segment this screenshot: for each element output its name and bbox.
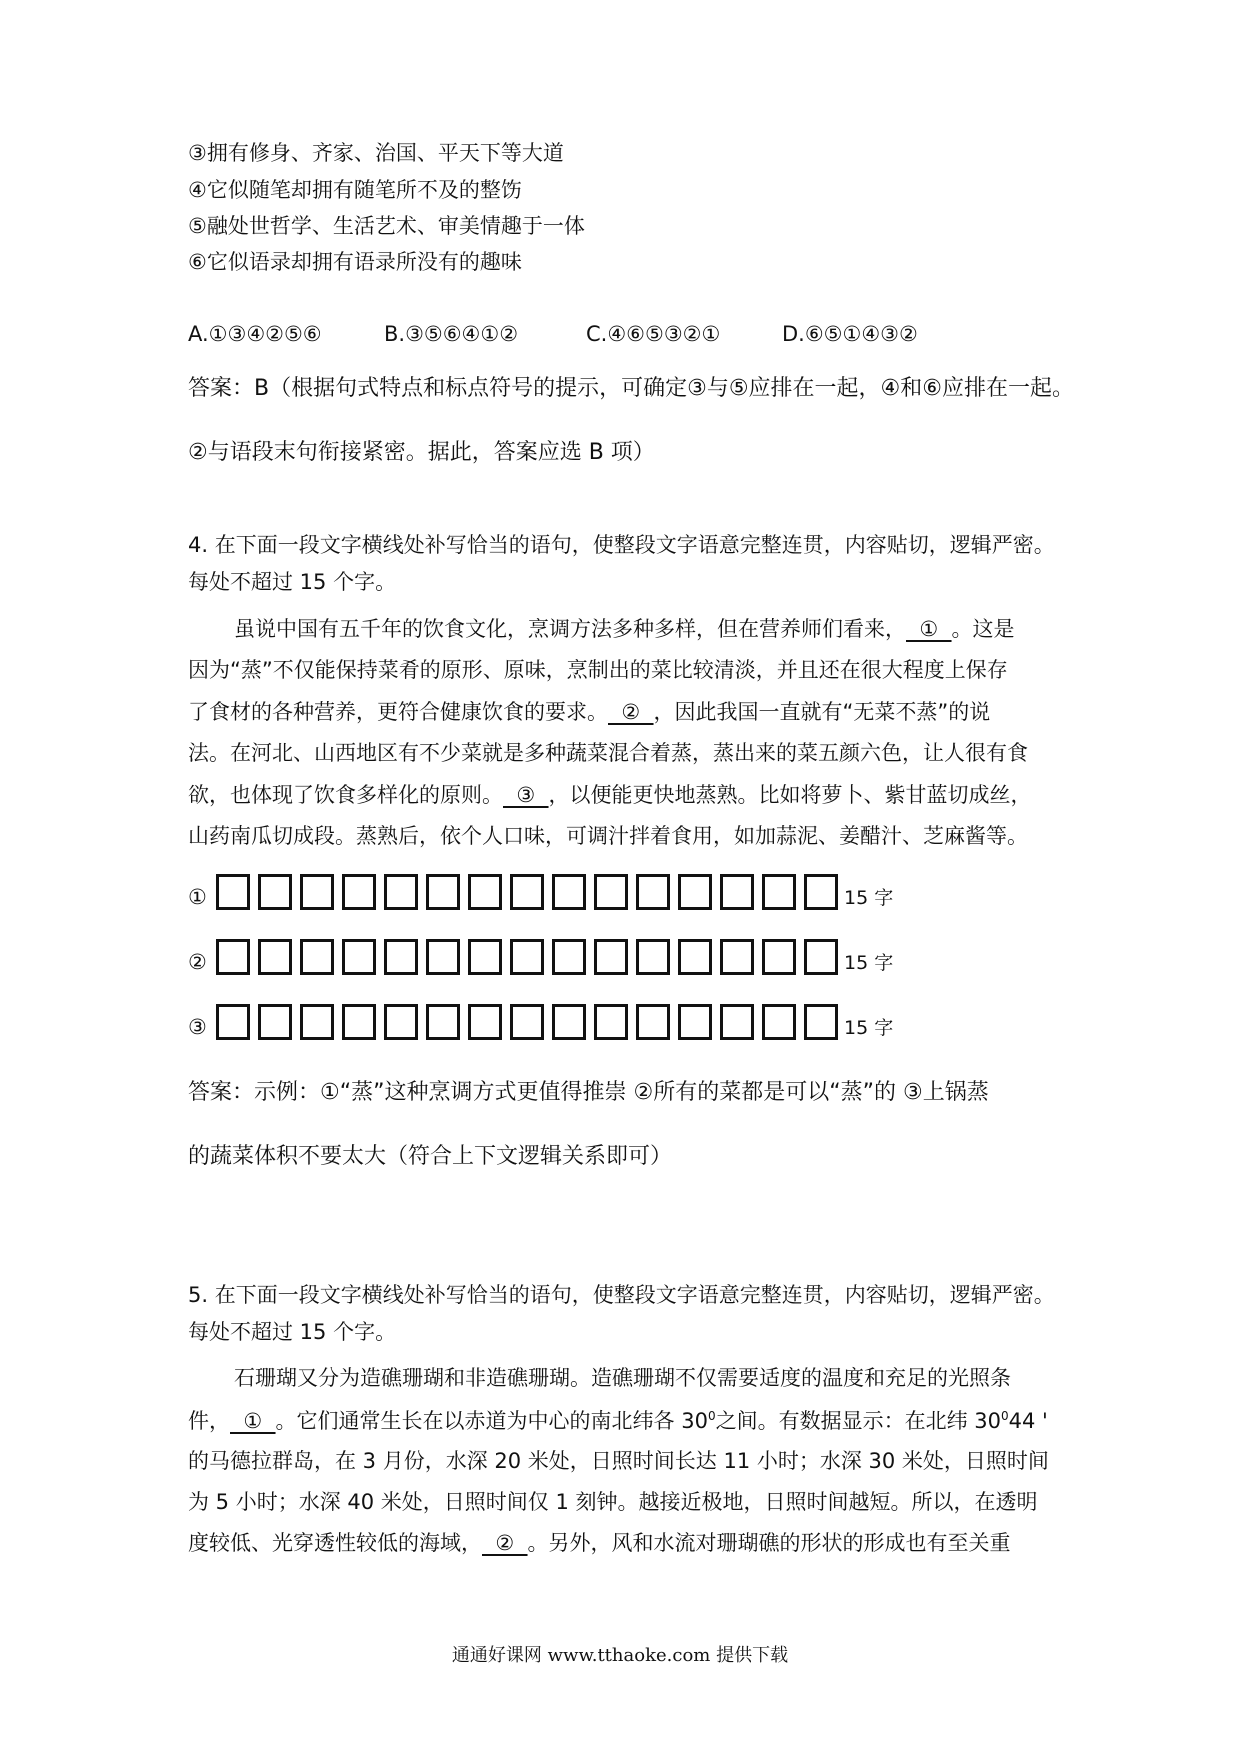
writing-box[interactable] bbox=[216, 874, 250, 910]
writing-box[interactable] bbox=[510, 939, 544, 975]
writing-box[interactable] bbox=[720, 874, 754, 910]
q5-blank-1: ① bbox=[230, 1409, 276, 1433]
writing-box[interactable] bbox=[636, 874, 670, 910]
q5-paragraph-line: 的马德拉群岛，在 3 月份，水深 20 米处，日照时间长达 11 小时；水深 30 米处，日照时间 bbox=[188, 1449, 1049, 1473]
q4-text: 。这是 bbox=[951, 617, 1015, 641]
q4-paragraph-line: 法。在河北、山西地区有不少菜就是多种蔬菜混合着蒸，蒸出来的菜五颜六色，让人很有食 bbox=[188, 741, 1028, 765]
question-5-prompt-2: 每处不超过 15 个字。 bbox=[188, 1320, 397, 1344]
writing-box[interactable] bbox=[300, 874, 334, 910]
q4-text: ，因此我国一直就有“无菜不蒸”的说 bbox=[653, 700, 991, 724]
page-footer: 通通好课网 www.tthaoke.com 提供下载 bbox=[451, 1645, 789, 1666]
writing-box[interactable] bbox=[300, 939, 334, 975]
writing-box[interactable] bbox=[426, 1004, 460, 1040]
writing-box[interactable] bbox=[468, 874, 502, 910]
q5-text: 44 ' bbox=[1008, 1409, 1048, 1433]
q5-text: 。另外，风和水流对珊瑚礁的形状的形成也有至关重 bbox=[527, 1531, 1011, 1555]
grid-label: ② bbox=[188, 950, 207, 974]
question-4-prompt: 4. 在下面一段文字横线处补写恰当的语句，使整段文字语意完整连贯，内容贴切，逻辑严密。 bbox=[188, 533, 1055, 557]
grid-boxes[interactable] bbox=[216, 1004, 838, 1040]
q5-paragraph-line bbox=[188, 1533, 1011, 1554]
grid-count: 15 字 bbox=[844, 887, 894, 909]
option-a: A.①③④②⑤⑥ bbox=[188, 322, 322, 346]
writing-box[interactable] bbox=[426, 939, 460, 975]
degree-mark: 0 bbox=[707, 1409, 716, 1423]
option-b: B.③⑤⑥④①② bbox=[384, 322, 519, 346]
list-item: ③拥有修身、齐家、治国、平天下等大道 bbox=[188, 141, 564, 165]
q5-paragraph-line bbox=[188, 1410, 1048, 1432]
writing-box[interactable] bbox=[510, 874, 544, 910]
writing-box[interactable] bbox=[510, 1004, 544, 1040]
q4-paragraph-line bbox=[188, 702, 990, 723]
writing-box[interactable] bbox=[636, 939, 670, 975]
list-item: ⑤融处世哲学、生活艺术、审美情趣于一体 bbox=[188, 214, 585, 238]
q5-text: 之间。有数据显示：在北纬 30 bbox=[715, 1409, 1001, 1433]
writing-box[interactable] bbox=[216, 1004, 250, 1040]
writing-box[interactable] bbox=[762, 874, 796, 910]
q5-paragraph-line: 石珊瑚又分为造礁珊瑚和非造礁珊瑚。造礁珊瑚不仅需要适度的温度和充足的光照条 bbox=[234, 1366, 1011, 1390]
q5-paragraph-line: 为 5 小时；水深 40 米处，日照时间仅 1 刻钟。越接近极地，日照时间越短。所以，在透明 bbox=[188, 1490, 1038, 1514]
writing-box[interactable] bbox=[594, 939, 628, 975]
writing-box[interactable] bbox=[594, 1004, 628, 1040]
q4-blank-1: ① bbox=[906, 617, 952, 641]
writing-box[interactable] bbox=[762, 1004, 796, 1040]
writing-box[interactable] bbox=[804, 939, 838, 975]
q4-paragraph-line bbox=[188, 785, 1032, 806]
writing-box[interactable] bbox=[468, 939, 502, 975]
q4-paragraph-line: 山药南瓜切成段。蒸熟后，依个人口味，可调汁拌着食用，如加蒜泥、姜醋汁、芝麻酱等。 bbox=[188, 824, 1028, 848]
writing-box[interactable] bbox=[804, 874, 838, 910]
answer-q3-line2: ②与语段末句衔接紧密。据此，答案应选 B 项） bbox=[188, 440, 655, 465]
writing-box[interactable] bbox=[468, 1004, 502, 1040]
q5-text: 度较低、光穿透性较低的海域， bbox=[188, 1531, 482, 1555]
writing-box[interactable] bbox=[552, 939, 586, 975]
grid-label: ③ bbox=[188, 1015, 207, 1039]
writing-box[interactable] bbox=[678, 874, 712, 910]
writing-box[interactable] bbox=[552, 874, 586, 910]
option-c: C.④⑥⑤③②① bbox=[586, 322, 721, 346]
answer-q3-line1: 答案：B（根据句式特点和标点符号的提示，可确定③与⑤应排在一起，④和⑥应排在一起。 bbox=[188, 376, 1074, 401]
writing-box[interactable] bbox=[678, 1004, 712, 1040]
question-4-prompt-2: 每处不超过 15 个字。 bbox=[188, 570, 397, 594]
writing-box[interactable] bbox=[804, 1004, 838, 1040]
grid-boxes[interactable] bbox=[216, 939, 838, 975]
q4-blank-3: ③ bbox=[503, 783, 549, 807]
writing-box[interactable] bbox=[258, 939, 292, 975]
q4-paragraph-line bbox=[234, 619, 1015, 640]
answer-grid-1 bbox=[188, 866, 893, 910]
degree-mark: 0 bbox=[1000, 1409, 1009, 1423]
list-item: ④它似随笔却拥有随笔所不及的整饬 bbox=[188, 178, 522, 202]
answer-grid-3 bbox=[188, 996, 893, 1040]
grid-label: ① bbox=[188, 885, 207, 909]
writing-box[interactable] bbox=[342, 1004, 376, 1040]
writing-box[interactable] bbox=[300, 1004, 334, 1040]
q4-paragraph-line: 因为“蒸”不仅能保持菜肴的原形、原味，烹制出的菜比较清淡，并且还在很大程度上保存 bbox=[188, 658, 1008, 682]
writing-box[interactable] bbox=[426, 874, 460, 910]
q4-text: 了食材的各种营养，更符合健康饮食的要求。 bbox=[188, 700, 608, 724]
list-item: ⑥它似语录却拥有语录所没有的趣味 bbox=[188, 250, 522, 274]
writing-box[interactable] bbox=[342, 939, 376, 975]
writing-box[interactable] bbox=[594, 874, 628, 910]
writing-box[interactable] bbox=[384, 939, 418, 975]
writing-box[interactable] bbox=[678, 939, 712, 975]
option-d: D.⑥⑤①④③② bbox=[782, 322, 918, 346]
answer-q4-line2: 的蔬菜体积不要太大（符合上下文逻辑关系即可） bbox=[188, 1144, 673, 1169]
writing-box[interactable] bbox=[384, 874, 418, 910]
question-5-prompt: 5. 在下面一段文字横线处补写恰当的语句，使整段文字语意完整连贯，内容贴切，逻辑严密。 bbox=[188, 1283, 1055, 1307]
q4-blank-2: ② bbox=[608, 700, 654, 724]
grid-count: 15 字 bbox=[844, 1017, 894, 1039]
writing-box[interactable] bbox=[636, 1004, 670, 1040]
q4-text: 虽说中国有五千年的饮食文化，烹调方法多种多样，但在营养师们看来， bbox=[234, 617, 906, 641]
writing-box[interactable] bbox=[258, 1004, 292, 1040]
q4-text: 欲，也体现了饮食多样化的原则。 bbox=[188, 783, 503, 807]
q5-blank-2: ② bbox=[482, 1531, 528, 1555]
q5-text: 。它们通常生长在以赤道为中心的南北纬各 30 bbox=[275, 1409, 708, 1433]
writing-box[interactable] bbox=[762, 939, 796, 975]
writing-box[interactable] bbox=[216, 939, 250, 975]
writing-box[interactable] bbox=[720, 939, 754, 975]
grid-boxes[interactable] bbox=[216, 874, 838, 910]
q5-text: 件， bbox=[188, 1409, 230, 1433]
answer-grid-2 bbox=[188, 931, 893, 975]
q4-text: ，以便能更快地蒸熟。比如将萝卜、紫甘蓝切成丝， bbox=[548, 783, 1032, 807]
writing-box[interactable] bbox=[258, 874, 292, 910]
grid-count: 15 字 bbox=[844, 952, 894, 974]
writing-box[interactable] bbox=[384, 1004, 418, 1040]
answer-q4-line1: 答案：示例：①“蒸”这种烹调方式更值得推崇 ②所有的菜都是可以“蒸”的 ③上锅蒸 bbox=[188, 1080, 989, 1105]
writing-box[interactable] bbox=[720, 1004, 754, 1040]
writing-box[interactable] bbox=[342, 874, 376, 910]
writing-box[interactable] bbox=[552, 1004, 586, 1040]
